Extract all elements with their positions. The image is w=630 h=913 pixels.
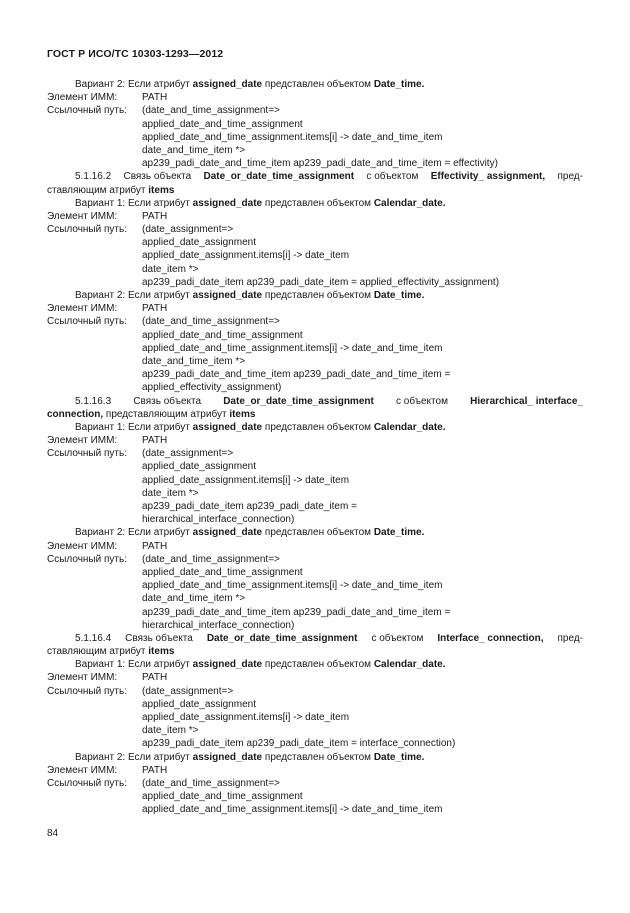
path-line: applied_date_and_time_assignment.items[i] -> date_and_time_item bbox=[142, 580, 443, 592]
element-row: Элемент ИММ: PATH bbox=[47, 540, 168, 552]
ref-path-row: Ссылочный путь: (date_and_time_assignment=> bbox=[47, 553, 280, 565]
element-row: Элемент ИММ: PATH bbox=[47, 303, 168, 315]
path-line: applied_date_assignment.items[i] -> date_item bbox=[142, 712, 350, 723]
element-row: Элемент ИММ: PATH bbox=[47, 92, 168, 104]
element-row: Элемент ИММ: PATH bbox=[47, 672, 168, 684]
path-line: date_item *> bbox=[142, 263, 199, 275]
section-heading-5-1-16-3: 5.1.16.3 Связь объекта Date_or_date_time_assignment с объектом Hierarchical_ interface_ bbox=[75, 395, 583, 407]
path-line: applied_date_and_time_assignment.items[i] -> date_and_time_item bbox=[142, 804, 443, 816]
path-line: applied_date_assignment bbox=[142, 461, 256, 473]
path-line: applied_date_assignment.items[i] -> date_item bbox=[142, 250, 350, 262]
path-line: ap239_padi_date_item ap239_padi_date_item = interface_connection) bbox=[142, 738, 456, 750]
path-line: applied_date_and_time_assignment bbox=[142, 791, 303, 803]
section-heading-cont: ставляющим атрибут items bbox=[47, 646, 175, 658]
variant-heading: Вариант 1: Если атрибут assigned_date представлен объектом Calendar_date. bbox=[75, 197, 446, 209]
section-heading-cont: connection, представляющим атрибут items bbox=[47, 408, 256, 420]
document-body bbox=[47, 78, 583, 817]
variant-heading: Вариант 1: Если атрибут assigned_date представлен объектом Calendar_date. bbox=[75, 659, 446, 671]
path-line: date_and_time_item *> bbox=[142, 144, 246, 156]
path-line: date_and_time_item *> bbox=[142, 355, 246, 367]
path-line: applied_effectivity_assignment) bbox=[142, 382, 282, 394]
variant-heading: Вариант 2: Если атрибут assigned_date представлен объектом Date_time. bbox=[75, 79, 425, 90]
path-line: ap239_padi_date_and_time_item ap239_padi_date_and_time_item = bbox=[142, 606, 451, 618]
element-row: Элемент ИММ: PATH bbox=[47, 764, 168, 776]
ref-path-row: Ссылочный путь: (date_assignment=> bbox=[47, 224, 234, 236]
variant-heading: Вариант 2: Если атрибут assigned_date представлен объектом Date_time. bbox=[75, 527, 425, 539]
path-line: applied_date_assignment bbox=[142, 237, 256, 249]
element-row: Элемент ИММ: PATH bbox=[47, 210, 168, 222]
ref-path-row: Ссылочный путь: (date_assignment=> bbox=[47, 448, 234, 460]
path-line: applied_date_and_time_assignment bbox=[142, 118, 303, 130]
section-heading-5-1-16-2: 5.1.16.2 Связь объекта Date_or_date_time_assignment с объектом Effectivity_ assignment, пред- bbox=[75, 171, 583, 183]
path-line: ap239_padi_date_and_time_item ap239_padi_date_and_time_item = effectivity) bbox=[142, 158, 498, 170]
path-line: hierarchical_interface_connection) bbox=[142, 514, 295, 526]
element-row: Элемент ИММ: PATH bbox=[47, 435, 168, 447]
ref-path-row: Ссылочный путь: (date_and_time_assignment=> bbox=[47, 777, 280, 789]
path-line: date_item *> bbox=[142, 487, 199, 499]
page-number: 84 bbox=[47, 828, 59, 839]
path-line: applied_date_assignment.items[i] -> date_item bbox=[142, 474, 350, 486]
section-heading-5-1-16-4: 5.1.16.4 Связь объекта Date_or_date_time_assignment с объектом Interface_ connection, пред- bbox=[75, 632, 583, 644]
path-line: date_and_time_item *> bbox=[142, 593, 246, 605]
ref-path-row: Ссылочный путь: (date_and_time_assignment=> bbox=[47, 105, 280, 117]
path-line: ap239_padi_date_item ap239_padi_date_item = bbox=[142, 501, 357, 512]
ref-path-row: Ссылочный путь: (date_and_time_assignment=> bbox=[47, 316, 280, 328]
path-line: ap239_padi_date_and_time_item ap239_padi_date_and_time_item = bbox=[142, 369, 451, 381]
path-line: date_item *> bbox=[142, 725, 199, 737]
path-line: applied_date_and_time_assignment bbox=[142, 566, 303, 578]
path-line: hierarchical_interface_connection) bbox=[142, 619, 295, 631]
section-heading-cont: ставляющим атрибут items bbox=[47, 184, 175, 196]
path-line: applied_date_and_time_assignment bbox=[142, 329, 303, 341]
path-line: ap239_padi_date_item ap239_padi_date_item = applied_effectivity_assignment) bbox=[142, 276, 500, 288]
path-line: applied_date_assignment bbox=[142, 698, 256, 710]
variant-heading: Вариант 2: Если атрибут assigned_date представлен объектом Date_time. bbox=[75, 751, 425, 763]
path-line: applied_date_and_time_assignment.items[i] -> date_and_time_item bbox=[142, 342, 443, 354]
variant-heading: Вариант 1: Если атрибут assigned_date представлен объектом Calendar_date. bbox=[75, 421, 446, 433]
variant-heading: Вариант 2: Если атрибут assigned_date представлен объектом Date_time. bbox=[75, 290, 425, 301]
document-header: ГОСТ Р ИСО/ТС 10303-1293—2012 bbox=[47, 48, 224, 60]
ref-path-row: Ссылочный путь: (date_assignment=> bbox=[47, 685, 234, 697]
path-line: applied_date_and_time_assignment.items[i] -> date_and_time_item bbox=[142, 131, 443, 143]
